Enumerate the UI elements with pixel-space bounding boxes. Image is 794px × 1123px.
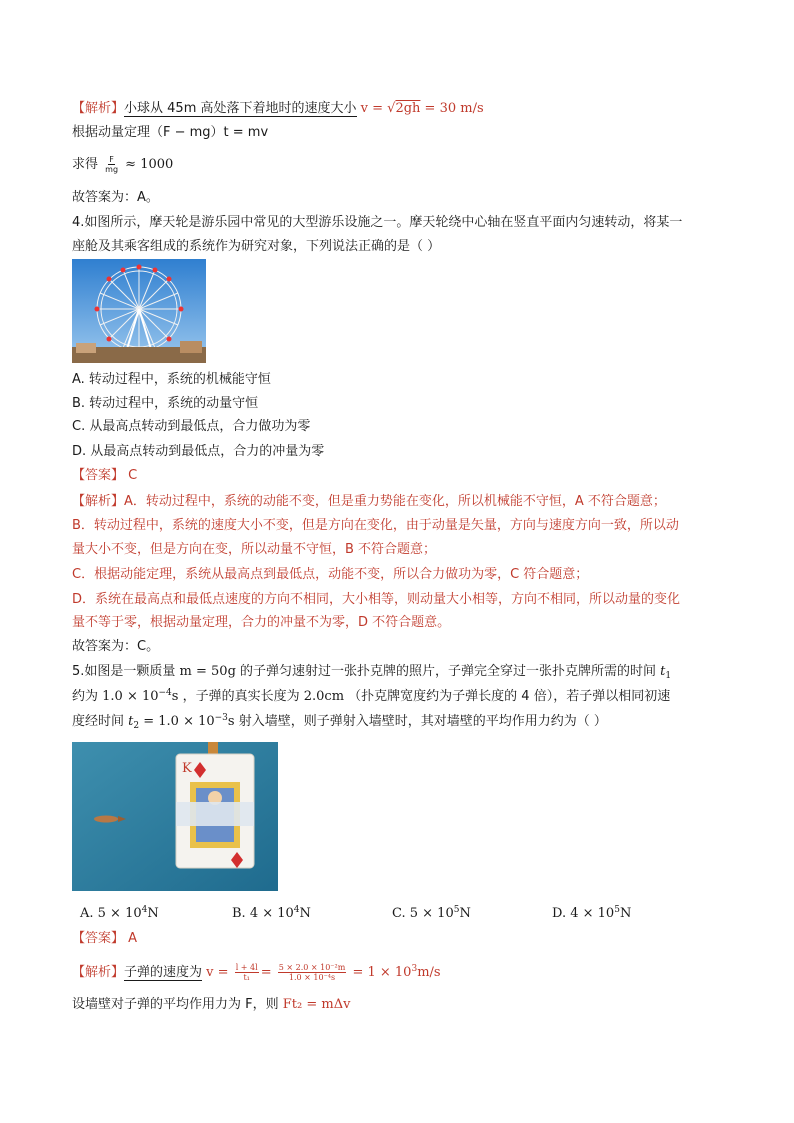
ferris-wheel-photo: [72, 259, 206, 363]
velocity-formula: v = √2gh = 30 m/s: [360, 101, 484, 116]
q4-option-c: C. 从最高点转动到最低点，合力做功为零: [72, 419, 311, 434]
q4-analysis-line4: C．根据动能定理，系统从最高点到最低点，动能不变，所以合力做功为零，C 符合题意；: [72, 567, 589, 582]
q4-answer-line: 故答案为：C。: [72, 639, 160, 654]
q4-option-b: B. 转动过程中，系统的动量守恒: [72, 396, 259, 411]
ratio-fraction: $\frac{F}{mg}$: [105, 155, 119, 174]
q3-analysis-line3: 求得 $\frac{F}{mg}$ ≈ 1000: [72, 155, 174, 174]
q3-answer-line: 故答案为：A。: [72, 190, 159, 205]
speed-fraction-1: $\frac{l + 4l}{\text{t₁}}$: [235, 963, 258, 982]
q5-stem-line3: 度经时间 $t_2 = 1.0 \times 10^{-3}s$ 射入墙壁，则子弹射入墙壁时，其对墙壁的平均作用力约为（ ）: [72, 713, 607, 731]
q5-answer: 【答案】 A: [72, 931, 138, 946]
q5-options: [72, 906, 722, 921]
q4-analysis-line6: 量不等于零，根据动量定理，合力的冲量不为零，D 不符合题意。: [72, 615, 451, 630]
q5-option-d: D. $4 \times 10^5N$: [552, 905, 632, 921]
document-page: [72, 0, 722, 1123]
q3-analysis-line1: [72, 100, 484, 118]
q3-analysis-line2: 根据动量定理（F − mg）t = mv: [72, 125, 269, 140]
speed-fraction-2: $\frac{\text{5 × 2.0 × 10⁻²m}}{\text{1.0 × 10⁻⁴s}}$: [278, 963, 346, 982]
q5-option-b: B. $4 \times 10^4N$: [232, 905, 311, 921]
q4-analysis-line3: 量大小不变，但是方向在变，所以动量不守恒，B 不符合题意；: [72, 542, 437, 557]
q4-analysis-line1: 【解析】A．转动过程中，系统的动能不变，但是重力势能在变化，所以机械能不守恒，A 不符合题意；: [72, 494, 666, 509]
q4-option-a: A. 转动过程中，系统的机械能守恒: [72, 372, 271, 387]
q5-option-a: A. $5 \times 10^4N$: [80, 905, 159, 921]
analysis-tag: 【解析】: [72, 101, 125, 116]
q5-option-c: C. $5 \times 10^5N$: [392, 905, 471, 921]
q4-answer: 【答案】 C: [72, 468, 138, 483]
q5-analysis-line1: 【解析】子弹的速度为 v = $\frac{l + 4l}{\text{t₁}}$ = $\frac{\text{5 × 2.0 × 10⁻²m}}{\text{1.0 × 10⁻⁴s}}$ = $1 \times 10^3m/s$: [72, 963, 441, 982]
q5-stem-line1: 5.如图是一颗质量 m = 50g 的子弹匀速射过一张扑克牌的照片，子弹完全穿过一张扑克牌所需的时间 $t_1$: [72, 664, 672, 681]
q5-stem-line2: 约为 $1.0 \times 10^{-4}s$ ，子弹的真实长度为 2.0cm （扑克牌宽度约为子弹长度的 4 倍），若子弹以相同初速: [72, 688, 671, 704]
q4-analysis-line5: D．系统在最高点和最低点速度的方向不相同，大小相等，则动量大小相等，方向不相同，所以动量的变化: [72, 592, 681, 607]
q4-option-d: D. 从最高点转动到最低点，合力的冲量为零: [72, 444, 325, 459]
q4-stem-line1: 4.如图所示，摩天轮是游乐园中常见的大型游乐设施之一。摩天轮绕中心轴在竖直平面内匀速转动，将某一: [72, 215, 683, 230]
analysis-text: 小球从 45m 高处落下着地时的速度大小: [124, 101, 357, 116]
q4-analysis-line2: B．转动过程中，系统的速度大小不变，但是方向在变化，由于动量是矢量，方向与速度方向一致，所以动: [72, 518, 679, 533]
q5-analysis-line2: 设墙壁对子弹的平均作用力为 F，则 Ft₂ = mΔv: [72, 997, 351, 1012]
q4-stem-line2: 座舱及其乘客组成的系统作为研究对象，下列说法正确的是（ ）: [72, 239, 441, 254]
svg-text:K: K: [182, 761, 192, 776]
bullet-card-photo: [72, 742, 278, 891]
speed-formula: v = $\frac{l + 4l}{\text{t₁}}$ = $\frac{\text{5 × 2.0 × 10⁻²m}}{\text{1.0 × 10⁻⁴s}}$ = $1 \times 10^3m/s$: [206, 963, 441, 982]
